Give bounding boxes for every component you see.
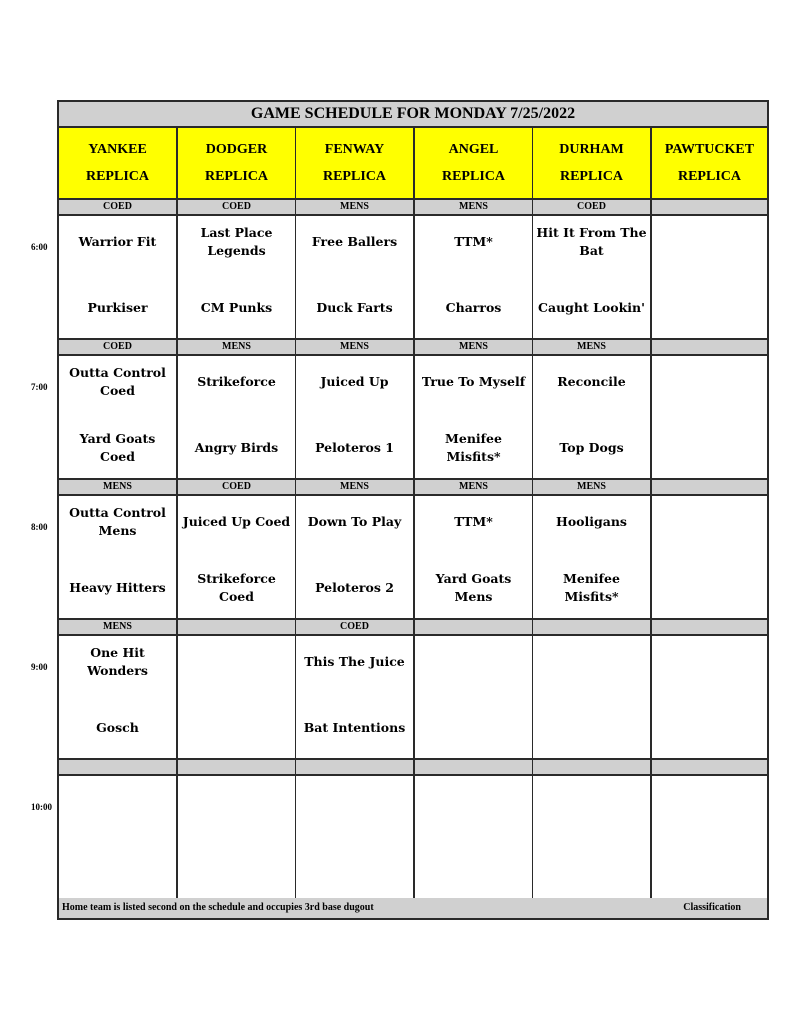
- visiting-team: [652, 782, 767, 822]
- home-team: Menifee Misfits*: [445, 431, 502, 464]
- game-cell: [652, 356, 767, 478]
- classification-cell: COED: [59, 200, 176, 214]
- visiting-team: [652, 502, 767, 542]
- visiting-team: Hit It From The Bat: [536, 225, 647, 258]
- visiting-team: [533, 642, 650, 682]
- field-subtitle: REPLICA: [85, 169, 149, 184]
- home-team: Angry Birds: [194, 440, 279, 455]
- visiting-team: This The Juice: [304, 654, 405, 669]
- visiting-team: One Hit Wonders: [87, 645, 148, 678]
- game-cell: [533, 216, 650, 338]
- home-team: Yard Goats Mens: [435, 571, 512, 604]
- classification-cell: COED: [296, 620, 413, 634]
- game-cell: [652, 496, 767, 618]
- field-header-fenway: [296, 128, 413, 198]
- field-subtitle: REPLICA: [322, 169, 386, 184]
- field-header-pawtucket: [652, 128, 767, 198]
- visiting-team: Outta Control Coed: [69, 365, 166, 398]
- field-subtitle: REPLICA: [441, 169, 505, 184]
- game-cell: [59, 636, 176, 758]
- schedule-table: [57, 100, 769, 920]
- game-cell: [178, 356, 295, 478]
- field-name: ANGEL: [448, 142, 499, 157]
- visiting-team: True To Myself: [421, 374, 526, 389]
- time-label: 9:00: [31, 662, 48, 672]
- classification-cell: MENS: [178, 340, 295, 354]
- classification-cell: [415, 760, 532, 774]
- home-team: Peloteros 1: [315, 440, 394, 455]
- field-subtitle: REPLICA: [204, 169, 268, 184]
- game-cell: [652, 636, 767, 758]
- game-cell: [296, 636, 413, 758]
- field-subtitle: REPLICA: [559, 169, 623, 184]
- game-cell: [296, 356, 413, 478]
- time-label: 8:00: [31, 522, 48, 532]
- classification-cell: [652, 200, 767, 214]
- visiting-team: [652, 362, 767, 402]
- classification-cell: MENS: [296, 340, 413, 354]
- game-cell: [415, 216, 532, 338]
- time-label: 7:00: [31, 382, 48, 392]
- visiting-team: [652, 222, 767, 262]
- field-name: DODGER: [205, 142, 268, 157]
- game-cell: [652, 216, 767, 338]
- classification-cell: MENS: [59, 620, 176, 634]
- visiting-team: Strikeforce: [197, 374, 276, 389]
- visiting-team: [652, 642, 767, 682]
- visiting-team: [178, 642, 295, 682]
- home-team: [652, 848, 767, 888]
- home-team: [296, 848, 413, 888]
- field-header-yankee: [59, 128, 176, 198]
- field-header-dodger: [178, 128, 295, 198]
- visiting-team: Hooligans: [556, 514, 627, 529]
- game-cell: [533, 356, 650, 478]
- visiting-team: TTM*: [454, 234, 493, 249]
- visiting-team: Juiced Up Coed: [182, 514, 291, 529]
- home-team: [652, 288, 767, 328]
- home-team: [652, 568, 767, 608]
- game-cell: [296, 216, 413, 338]
- home-team: [415, 708, 532, 748]
- classification-cell: MENS: [415, 340, 532, 354]
- visiting-team: [296, 782, 413, 822]
- field-name: FENWAY: [324, 142, 385, 157]
- home-team: Charros: [445, 300, 502, 315]
- classification-cell: COED: [59, 340, 176, 354]
- time-label: 6:00: [31, 242, 48, 252]
- home-team: Duck Farts: [316, 300, 393, 315]
- visiting-team: [59, 782, 176, 822]
- classification-cell: MENS: [415, 480, 532, 494]
- field-header-durham: [533, 128, 650, 198]
- footer-bar: [59, 898, 767, 918]
- field-subtitle: REPLICA: [677, 169, 741, 184]
- classification-cell: [652, 340, 767, 354]
- classification-cell: MENS: [533, 340, 650, 354]
- home-team: [178, 708, 295, 748]
- classification-cell: MENS: [296, 200, 413, 214]
- game-cell: [178, 496, 295, 618]
- visiting-team: TTM*: [454, 514, 493, 529]
- home-team: [652, 428, 767, 468]
- game-cell: [415, 776, 532, 898]
- classification-cell: [533, 760, 650, 774]
- game-cell: [415, 356, 532, 478]
- classification-cell: COED: [533, 200, 650, 214]
- home-team: Gosch: [96, 720, 139, 735]
- classification-cell: COED: [178, 480, 295, 494]
- visiting-team: [415, 642, 532, 682]
- home-team: Yard Goats Coed: [79, 431, 156, 464]
- visiting-team: Outta Control Mens: [69, 505, 166, 538]
- classification-cell: COED: [178, 200, 295, 214]
- classification-cell: [652, 620, 767, 634]
- game-cell: [652, 776, 767, 898]
- classification-cell: [652, 480, 767, 494]
- classification-label: Classification: [683, 902, 741, 913]
- visiting-team: Reconcile: [557, 374, 626, 389]
- home-team: [178, 848, 295, 888]
- field-name: YANKEE: [88, 142, 147, 157]
- visiting-team: [415, 782, 532, 822]
- visiting-team: Warrior Fit: [78, 234, 157, 249]
- field-name: DURHAM: [559, 142, 624, 157]
- classification-cell: [296, 760, 413, 774]
- classification-cell: [652, 760, 767, 774]
- game-cell: [178, 216, 295, 338]
- game-cell: [59, 356, 176, 478]
- time-label: 10:00: [31, 802, 52, 812]
- home-team: Caught Lookin': [538, 300, 645, 315]
- schedule-title: GAME SCHEDULE FOR MONDAY 7/25/2022: [59, 102, 767, 126]
- game-cell: [415, 496, 532, 618]
- game-cell: [59, 776, 176, 898]
- home-team-note: Home team is listed second on the schedule and occupies 3rd base dugout: [62, 902, 374, 913]
- game-cell: [415, 636, 532, 758]
- home-team: Heavy Hitters: [69, 580, 166, 595]
- visiting-team: Down To Play: [307, 514, 402, 529]
- classification-cell: [178, 620, 295, 634]
- home-team: [652, 708, 767, 748]
- classification-cell: MENS: [296, 480, 413, 494]
- classification-cell: [59, 760, 176, 774]
- home-team: Peloteros 2: [315, 580, 394, 595]
- visiting-team: [178, 782, 295, 822]
- home-team: [533, 848, 650, 888]
- game-cell: [533, 496, 650, 618]
- visiting-team: Free Ballers: [311, 234, 398, 249]
- home-team: Top Dogs: [559, 440, 624, 455]
- game-cell: [178, 636, 295, 758]
- home-team: [533, 708, 650, 748]
- home-team: Strikeforce Coed: [197, 571, 276, 604]
- classification-cell: MENS: [59, 480, 176, 494]
- game-cell: [296, 496, 413, 618]
- home-team: Menifee Misfits*: [563, 571, 620, 604]
- game-cell: [59, 216, 176, 338]
- game-cell: [296, 776, 413, 898]
- visiting-team: Juiced Up: [320, 374, 389, 389]
- home-team: [59, 848, 176, 888]
- classification-cell: [533, 620, 650, 634]
- field-name: PAWTUCKET: [664, 142, 755, 157]
- game-cell: [533, 776, 650, 898]
- classification-cell: [415, 620, 532, 634]
- field-header-angel: [415, 128, 532, 198]
- game-cell: [59, 496, 176, 618]
- home-team: Purkiser: [87, 300, 148, 315]
- classification-cell: MENS: [415, 200, 532, 214]
- home-team: CM Punks: [200, 300, 273, 315]
- classification-cell: [178, 760, 295, 774]
- home-team: [415, 848, 532, 888]
- home-team: Bat Intentions: [303, 720, 406, 735]
- classification-cell: MENS: [533, 480, 650, 494]
- game-cell: [178, 776, 295, 898]
- game-cell: [533, 636, 650, 758]
- visiting-team: [533, 782, 650, 822]
- visiting-team: Last Place Legends: [200, 225, 273, 258]
